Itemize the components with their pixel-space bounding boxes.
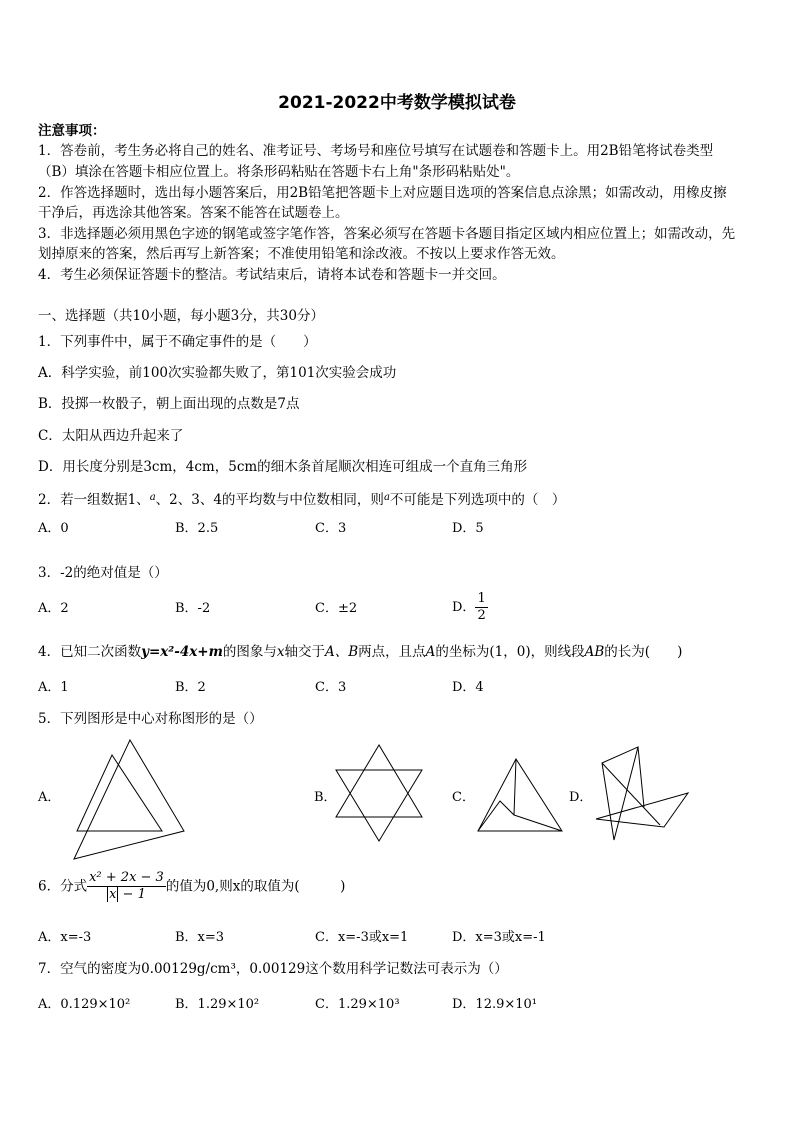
question-5-option-c: C．: [452, 790, 475, 805]
quadratic-function: y=x²-4x+m: [141, 644, 223, 660]
question-2-option-b: B．2.5: [175, 521, 219, 536]
question-5-stem: 5．下列图形是中心对称图形的是（）: [38, 711, 263, 727]
question-5-option-d: D．: [569, 790, 593, 805]
question-3-stem: 3．-2的绝对值是（）: [38, 565, 168, 581]
question-3-option-d: D． $\frac{1}{2}$: [452, 591, 486, 623]
question-4-stem: 4．已知二次函数y=x²-4x+m的图象与x轴交于A、B两点，且点A的坐标为(1，0)，则线段AB的长为( ): [38, 644, 683, 660]
question-1-stem: 1．下列事件中，属于不确定事件的是（ ）: [38, 334, 317, 350]
question-3-option-c: C．±2: [315, 601, 358, 616]
notice-line: （B）填涂在答题卡相应位置上。将条形码粘贴在答题卡右上角"条形码粘贴处"。: [38, 164, 520, 180]
figure-c-triangle-with-cevians: [474, 755, 566, 835]
exam-title: 2021-2022中考数学模拟试卷: [278, 93, 516, 113]
question-6-option-b: B．x=3: [175, 930, 225, 945]
question-7-stem: 7．空气的密度为0.00129g/cm³，0.00129这个数用科学记数法可表示为（）: [38, 961, 508, 977]
question-2-option-d: D．5: [452, 521, 484, 536]
question-7-option-c: C．1.29×10³: [315, 997, 400, 1012]
question-6-stem: 6．分式 $\frac{\text{x² + 2x − 3}}{x - 1}$ 的值为0,则x的取值为( ): [38, 870, 346, 902]
variable-a: a: [383, 492, 390, 503]
question-1-option-c: C．太阳从西边升起来了: [38, 428, 184, 444]
question-6-option-d: D．x=3或x=-1: [452, 930, 546, 945]
question-7-option-d: D．12.9×10¹: [452, 997, 538, 1012]
notice-line: 2．作答选择题时，选出每小题答案后，用2B铅笔把答题卡上对应题目选项的答案信息点涂黑；如需改动，用橡皮擦: [38, 185, 727, 201]
question-4-option-b: B．2: [175, 680, 206, 695]
fraction-one-half: $\frac{1}{2}$: [477, 591, 486, 623]
figure-a-overlapping-triangles: [62, 735, 188, 865]
rational-expression: $\frac{\text{x² + 2x − 3}}{x - 1}$: [89, 870, 164, 902]
notice-line: 干净后，再选涂其他答案。答案不能答在试题卷上。: [38, 205, 349, 221]
section-heading: 一、选择题（共10小题，每小题3分，共30分）: [38, 308, 324, 324]
question-3-option-b: B．-2: [175, 601, 211, 616]
figure-d-overlapping-triangles: [592, 745, 692, 845]
question-1-option-b: B．投掷一枚骰子，朝上面出现的点数是7点: [38, 396, 300, 412]
notice-line: 4．考生必须保证答题卡的整洁。考试结束后，请将本试卷和答题卡一并交回。: [38, 267, 506, 283]
notice-line: 划掉原来的答案，然后再写上新答案；不准使用铅笔和涂改液。不按以上要求作答无效。: [38, 246, 565, 262]
variable-a: a: [149, 492, 156, 503]
question-4-option-a: A．1: [38, 680, 69, 695]
question-5-option-a: A．: [38, 790, 61, 805]
notice-line: 1．答卷前，考生务必将自己的姓名、准考证号、考场号和座位号填写在试题卷和答题卡上。用2B铅笔将试卷类型: [38, 143, 714, 159]
question-6-option-a: A．x=-3: [38, 930, 92, 945]
question-5-option-b: B．: [314, 790, 337, 805]
question-1-option-d: D．用长度分别是3cm，4cm，5cm的细木条首尾顺次相连可组成一个直角三角形: [38, 459, 528, 475]
notice-heading: 注意事项：: [38, 123, 106, 139]
question-2-option-c: C．3: [315, 521, 347, 536]
question-4-option-c: C．3: [315, 680, 347, 695]
figure-b-hexagram: [334, 742, 426, 844]
notice-line: 3．非选择题必须用黑色字迹的钢笔或签字笔作答，答案必须写在答题卡各题目指定区域内相应位置上；如需改动，先: [38, 226, 736, 242]
question-2-stem: 2．若一组数据1、$^a$、2、3、4的平均数与中位数相同，则$^a$不可能是下列选项中的（ ）: [38, 492, 566, 508]
question-6-option-c: C．x=-3或x=1: [315, 930, 409, 945]
question-2-option-a: A．0: [38, 521, 69, 536]
question-4-option-d: D．4: [452, 680, 484, 695]
question-3-option-a: A．2: [38, 601, 69, 616]
question-7-option-a: A．0.129×10²: [38, 997, 131, 1012]
question-1-option-a: A．科学实验，前100次实验都失败了，第101次实验会成功: [38, 365, 397, 381]
question-7-option-b: B．1.29×10²: [175, 997, 260, 1012]
